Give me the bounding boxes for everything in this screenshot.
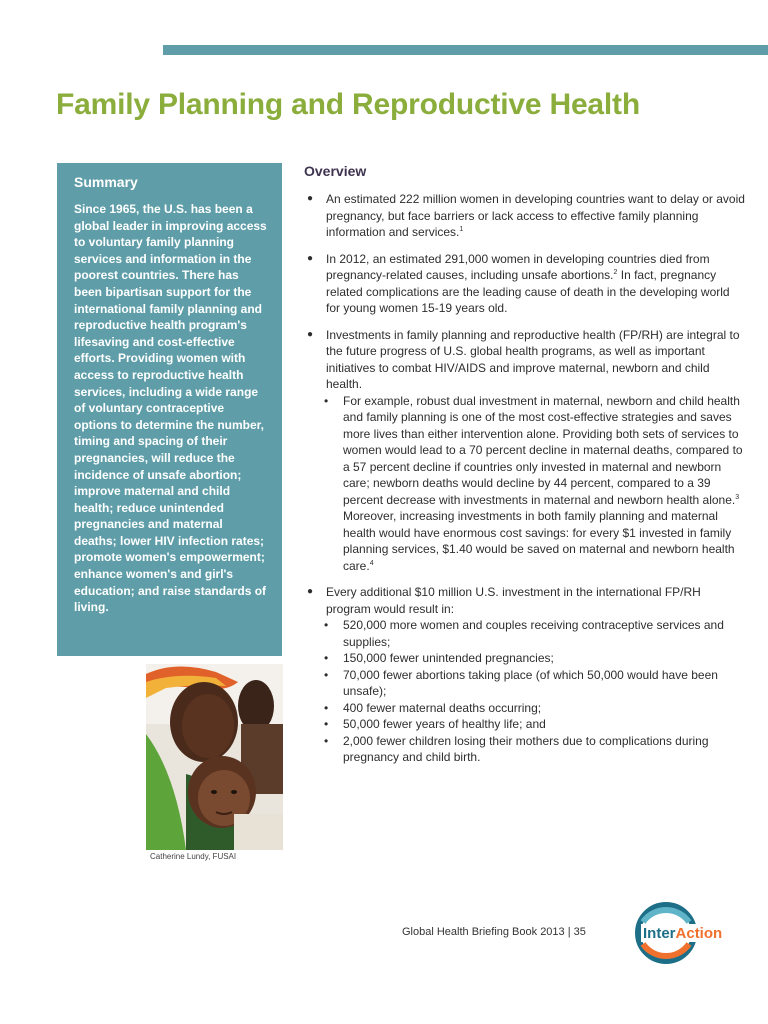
- footnote-ref: 2: [613, 269, 618, 276]
- photo-credit: Catherine Lundy, FUSAI: [150, 852, 237, 861]
- sub-bullet-item: [304, 393, 746, 575]
- header-accent-bar: [163, 45, 768, 55]
- bullet-item: [304, 584, 746, 766]
- page-title: Family Planning and Reproductive Health: [56, 88, 640, 121]
- bullet-icon: ●: [307, 328, 314, 340]
- footer-page-label: Global Health Briefing Book 2013 | 35: [402, 926, 586, 938]
- summary-box: [57, 163, 282, 656]
- sub-bullet-text: 2,000 fewer children losing their mothers due to complications during pregnancy and child birth.: [343, 733, 709, 764]
- sub-bullet-icon: •: [324, 667, 329, 682]
- bullet-item: [304, 327, 746, 575]
- logo-text: InterAction: [643, 925, 723, 942]
- bullet-text: In 2012, an estimated 291,000 women in developing countries died from pregnancy-related causes, including unsafe abortions.: [326, 251, 710, 282]
- mother-and-child-photo: [146, 664, 283, 850]
- bullet-icon: ●: [307, 193, 314, 204]
- sub-bullet-item: [304, 700, 746, 717]
- sub-bullet-icon: •: [324, 733, 329, 748]
- sub-bullet-item: [304, 667, 746, 700]
- sub-bullet-icon: •: [324, 651, 329, 665]
- footnote-ref: 3: [735, 493, 740, 501]
- bullet-item: [304, 251, 746, 317]
- sub-bullet-text: 150,000 fewer unintended pregnancies;: [343, 651, 554, 665]
- sub-bullet-text: For example, robust dual investment in maternal, newborn and child health and family planning is one of the most cost-effective strategies and saves more lives than either intervention alone. Providing both sets of services to women would lead to a 70 percent decline in maternal deaths, compared to a 57 percent decline if countries only invested in maternal and newborn care; newborn deaths would decline by 44 percent, compared to a 39 percent decrease with investments in maternal and newborn health alone.: [343, 393, 743, 507]
- overview-list: [304, 191, 746, 776]
- bullet-icon: ●: [307, 252, 314, 264]
- interaction-logo: [633, 900, 731, 966]
- bullet-text: In fact, pregnancy related complications are the leading cause of death in the developing world for young women 15-19 years old.: [326, 268, 730, 315]
- sub-bullet-item: [304, 733, 746, 766]
- footnote-ref: 1: [459, 226, 464, 233]
- sub-bullet-item: [304, 716, 746, 733]
- sub-bullet-icon: •: [324, 717, 329, 731]
- sub-bullet-icon: •: [324, 700, 329, 715]
- sub-bullet-text: 400 fewer maternal deaths occurring;: [343, 700, 542, 715]
- bullet-item: [304, 191, 746, 241]
- sub-bullet-item: [304, 650, 746, 667]
- sub-bullet-icon: •: [324, 393, 329, 408]
- summary-heading: Summary: [74, 174, 138, 190]
- sub-bullet-icon: •: [324, 618, 329, 632]
- sub-bullet-list: [304, 617, 746, 766]
- summary-text: Since 1965, the U.S. has been a global leader in improving access to voluntary family planning services and information in the poorest countries. There has been bipartisan support for the international family planning and reproductive health program's lifesaving and cost-effective efforts. Providing women with access to reproductive health services, including a wide range of voluntary contraceptive options to determine the number, timing and spacing of their pregnancies, will reduce the incidence of unsafe abortion; improve maternal and child health; reduce unintended pregnancies and maternal deaths; lower HIV infection rates; promote women's empowerment; enhance women's and girl's education; and raise standards of living.: [74, 202, 267, 615]
- sub-bullet-text: Moreover, increasing investments in both family planning and maternal health would have enormous cost savings: for every $1 invested in family planning services, $1.40 would be saved on maternal and newborn health care.: [343, 509, 735, 573]
- bullet-icon: ●: [307, 586, 314, 597]
- overview-heading: Overview: [304, 163, 367, 179]
- bullet-text: Investments in family planning and reproductive health (FP/RH) are integral to the future progress of U.S. global health programs, as well as important initiatives to combat HIV/AIDS and improve maternal, newborn and child health.: [326, 327, 740, 391]
- sub-bullet-text: 520,000 more women and couples receiving contraceptive services and supplies;: [343, 618, 724, 649]
- sub-bullet-item: [304, 617, 746, 650]
- sub-bullet-text: 70,000 fewer abortions taking place (of which 50,000 would have been unsafe);: [343, 667, 718, 698]
- bullet-text: An estimated 222 million women in developing countries want to delay or avoid pregnancy, but face barriers or lack access to effective family planning information and services.: [326, 192, 745, 239]
- sub-bullet-text: 50,000 fewer years of healthy life; and: [343, 717, 546, 731]
- bullet-text: Every additional $10 million U.S. investment in the international FP/RH program would result in:: [326, 585, 701, 616]
- footnote-ref: 4: [369, 559, 374, 567]
